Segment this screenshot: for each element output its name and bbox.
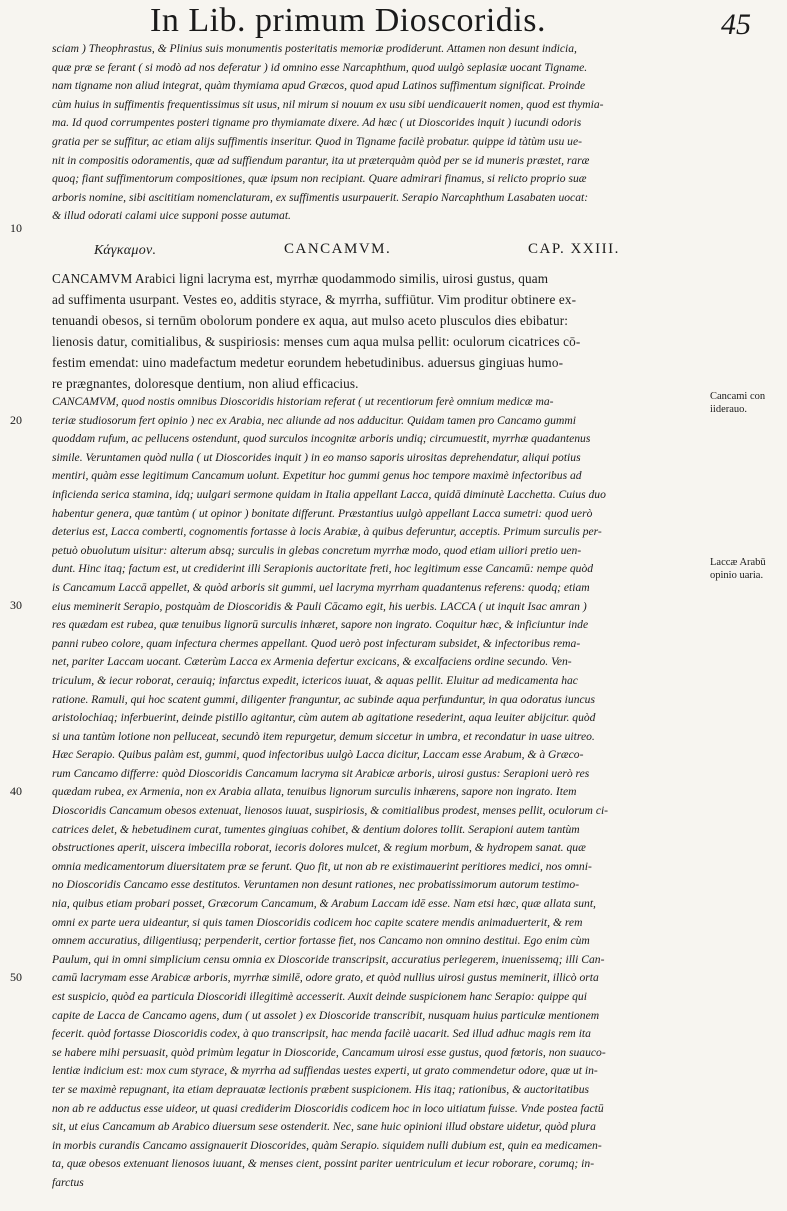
text-line: mentiri, quàm esse legitimum Cancamum uolunt. Expetitur hoc gummi genus hoc tempore maximè infectoribus ad xyxy=(52,469,582,483)
text-line: & illud odorati calami uice supponi posse autumat. xyxy=(52,209,291,223)
text-line: se habere mihi persuasit, quòd primùm legatur in Dioscoride, Cancamum uirosi esse gustus, quod fœtoris, non suauco- xyxy=(52,1045,606,1059)
text-line: net, pariter Laccam uocant. Cæterùm Lacca ex Armenia defertur excicans, & excalfaciens ordine secundo. Ven- xyxy=(52,655,572,669)
margin-note: Cancami con iiderauo. xyxy=(710,391,766,415)
text-line: nam tigname non aliud integrat, quàm thymiama apud Græcos, quod apud Latinos suffimentum significat. Proinde xyxy=(52,79,586,93)
text-line: lienosis datur, comitialibus, & suspiriosis: menses cum aqua mulsa pellit: oculorum cicatrices cō- xyxy=(52,334,581,349)
chapter-heading xyxy=(52,240,704,268)
text-line: is Cancamum Laccā appellet, & quòd arboris sit gummi, uel lacryma myrrham quadantenus referens: quodq; etiam xyxy=(52,580,590,594)
text-line: sciam ) Theophrastus, & Plinius suis monumentis posteritatis memoriæ prodiderunt. Attamen non desunt indicia, xyxy=(52,42,577,55)
text-line: nia, quibus etiam probari posset, Græcorum Cancamum, & Arabum Laccam idē esse. Nam etsi hæc, quæ allata sunt, xyxy=(52,897,596,911)
text-line: capite de Lacca de Cancamo agens, dum ( ut assolet ) ex Dioscoride transcribit, nusquam huius particulæ mentionem xyxy=(52,1008,600,1022)
text-line: cùm huius in suffimentis frequentissimus sit usus, nil mirum si nouum ex usu sibi uendicauerit nomen, quod est thymia- xyxy=(52,97,604,111)
text-line: Hæc Serapio. Quibus palàm est, gummi, quod infectoribus uulgò Lacca dicitur, Laccam esse Arabum, & à Græco- xyxy=(52,748,584,762)
text-line: eius meminerit Serapio, postquàm de Dioscoridis & Pauli Cācamo egit, his uerbis. LACCA ( ut inquit Isac amran ) xyxy=(52,599,587,613)
commentary-block-2 xyxy=(52,393,704,1211)
text-line: simile. Veruntamen quòd nulla ( ut Dioscorides inquit ) in eo manso saporis uirositas deprehendatur, aliqui potius xyxy=(52,450,581,464)
chapter-number: CAP. XXIII. xyxy=(528,241,620,257)
text-line: est suspicio, quòd ea particula Dioscoridi illegitimè accesserit. Auxit deinde suspicionem hanc Serapio: quippe qui xyxy=(52,990,587,1003)
text-line: quædam rubea, ex Armenia, non ex Arabia allata, tenuibus lignorum surculis inhærens, sapore non ingrato. Item xyxy=(52,785,577,799)
commentary-block-1 xyxy=(52,40,704,226)
text-line: farctus xyxy=(52,1175,84,1189)
text-line: res quædam est rubea, quæ tenuibus lignorū surculis inhæret, sapore non ingrato. Coquitur hæc, & inficiuntur inde xyxy=(52,618,589,632)
text-line: quoq; fiant suffimentorum compositiones, quæ ipsum non recipiant. Quare admirari finamus, si relicto proprio suæ xyxy=(52,172,587,186)
text-line: teriæ studiosorum fert opinio ) nec ex Arabia, nec aliunde ad nos adducitur. Quidam tamen pro Cancamo gummi xyxy=(52,413,576,427)
text-line: camū lacrymam esse Arabicæ arboris, myrrhæ similē, odore grato, et quòd nullius uirosi gustus meminerit, illicò orta xyxy=(52,971,599,985)
text-line: no Dioscoridis Cancamo esse destitutos. Veruntamen non desunt rationes, nec probatissimorum autorum testimo- xyxy=(52,878,580,892)
text-line: quoddam rufum, ac pellucens ostendunt, quod surculos incognitæ arboris undiq; circumuestit, myrrhæ quadantenus xyxy=(52,432,591,446)
text-line: in morbis curandis Cancamo assignauerit Dioscorides, quàm Serapio. siquidem nulli dubium est, quin ea medicamen- xyxy=(52,1138,602,1152)
line-number: 10 xyxy=(10,221,22,235)
chapter-title: CANCAMVM. xyxy=(284,241,392,257)
text-line: gratia per se suffitur, ac etiam alijs suffimentis inseritur. Quod in Tigname facilè probatur. quippe id tàtùm usu ue- xyxy=(52,134,582,148)
line-number: 50 xyxy=(10,970,22,984)
text-line: panni rubeo colore, quam infectura chermes appellant. Quod uerò post infecturam subsidet, & infectoribus rema- xyxy=(52,636,581,650)
text-line: si una tantùm lotione non pelluceat, secundò item repurgetur, demum siccetur in umbra, et recondatur in uase uitreo. xyxy=(52,729,595,743)
text-line: lentiæ indicium est: mox cum styrace, & myrrha ad suffiendas uestes experti, ut grato commendetur odore, quæ ut in- xyxy=(52,1064,598,1078)
running-title: In Lib. primum Dioscoridis. xyxy=(150,2,546,39)
text-line: aristolochiaq; inferbuerint, deinde pistillo agitantur, cùm autem ab agitatione resederint, aqua leuiter abijcitur. quòd xyxy=(52,711,596,725)
text-line: Paulum, qui in omni simplicium censu omnia ex Dioscoride transcripsit, accuratius perlegerem, inuenissemq; illi Can- xyxy=(52,952,605,966)
text-line: habentur genera, quæ tantùm ( ut opinor ) bonitate differunt. Præstantius uulgò appellant Lacca sumetri: quod uerò xyxy=(52,506,593,520)
text-line: non ab re adductus esse uideor, ut quasi crediderim Dioscoridis codicem hoc in loco uitiatum fuisse. Vnde postea factū xyxy=(52,1101,604,1115)
text-line: ad suffimenta usurpant. Vestes eo, additis styrace, & myrrha, suffiūtur. Vim proditur obtinere ex- xyxy=(52,292,577,307)
text-line: fecerit. quòd fortasse Dioscoridis codex, à quo transcripsit, hac menda facilè uacarit. Sed illud adhuc magis rem ita xyxy=(52,1027,591,1041)
text-line: Dioscoridis Cancamum obesos extenuat, lienosos iuuat, suspiriosis, & comitialibus prodest, menses pellit, oculorum ci- xyxy=(52,804,609,818)
main-text-block xyxy=(52,268,704,394)
text-line: arboris nomine, sibi ascititiam nomenclaturam, ex suffimentis usurpauerit. Serapio Narcaphthum Lasabaten uocat: xyxy=(52,190,589,204)
text-line: ratione. Ramuli, qui hoc scatent gummi, diligenter franguntur, ac subinde aqua perfunduntur, in qua odoratus iuncus xyxy=(52,692,595,706)
text-line: omni ex parte uera uideantur, si quis tamen Dioscoridis codicem hoc capite scatere mendis animaduerterit, & rem xyxy=(52,915,583,929)
text-line: CANCAMVM, quod nostis omnibus Dioscoridis historiam referat ( ut recentiorum ferè omnium medicæ ma- xyxy=(52,395,554,408)
text-line: deterius est, Lacca comberti, cognomentis fortasse à locis Arabiæ, à quibus deferuntur, acceptis. Primum surculis per- xyxy=(52,525,602,539)
text-line: ta, quæ obesos extenuant lienosos iuuant, & menses cient, possint pariter uentriculum et iecur roborare, corumq; in- xyxy=(52,1157,595,1171)
line-number: 20 xyxy=(10,413,22,427)
text-line: quæ præ se ferant ( si modò ad nos deferatur ) id omnino esse Narcaphthum, quod uulgò seplasiæ uocant Tigname. xyxy=(52,60,588,74)
text-line: ma. Id quod corrumpentes posteri tigname pro thymiamate dixere. Ad hæc ( ut Dioscorides inquit ) iucundi odoris xyxy=(52,116,582,130)
line-number: 40 xyxy=(10,784,22,798)
text-line: triculum, & iecur roborat, cerauiq; infarctus expedit, ictericos iuuat, & aquas pellit. Eluitur ad medicamenta hac xyxy=(52,673,578,687)
page-number: 45 xyxy=(721,8,751,41)
greek-title: Κάγκαμον. xyxy=(94,243,157,258)
text-line: festim emendat: uino madefactum medetur eorundem hebetudinibus. aduersus gingiuas humo- xyxy=(52,355,564,370)
text-line: CANCAMVM Arabici ligni lacryma est, myrrhæ quodammodo similis, uirosi gustus, quam xyxy=(52,271,549,286)
text-line: rum Cancamo differre: quòd Dioscoridis Cancamum lacryma sit Arabicæ arboris, uirosi gustus: Serapioni uerò res xyxy=(52,766,590,780)
text-line: inficienda serica stamina, idq; uulgari sermone quidam in Italia appellant Lacca, quidā diminutè Lacchetta. Cuius duo xyxy=(52,487,606,501)
text-line: sit, ut eius Cancamum ab Arabico diuersum sese ostenderit. Nec, sane huic opinioni illud obstare uidetur, quòd plura xyxy=(52,1120,596,1134)
line-number: 30 xyxy=(10,598,22,612)
text-line: re prægnantes, doloresque dentium, non aliud efficacius. xyxy=(52,376,359,391)
text-line: omnem accuratius, diligentiusq; perpenderit, certior fortasse fiet, nos Cancamo non omnino destitui. Ego enim cùm xyxy=(52,934,590,948)
margin-note: Laccæ Arabū opinio uaria. xyxy=(710,557,766,581)
text-line: nit in compositis odoramentis, quæ ad suffiendum parantur, ita ut præterquàm quòd per se id muneris præstet, raræ xyxy=(52,153,590,167)
text-line xyxy=(52,1193,704,1211)
text-line: dunt. Hinc itaq; factum est, ut crediderint illi Serapionis auctoritate freti, hoc legitimum esse Cancamū: nempe quòd xyxy=(52,562,594,576)
text-line: catrices delet, & hebetudinem curat, tumentes gingiuas cohibet, & dentium dolores tollit. Serapioni autem tantùm xyxy=(52,822,580,836)
text-line: obstructiones aperit, uiscera imbecilla roborat, iecoris dolores mulcet, & regium morbum, & hydropem sanat. quæ xyxy=(52,841,586,855)
text-line: petuò obuolutum uisitur: alterum absq; surculis in glebas concretum myrrhæ modo, quod etiam uiliori pretio uen- xyxy=(52,543,582,557)
text-line: ter se maximè repugnant, ita etiam deprauatæ lectionis præbent suspicionem. His itaq; rationibus, & auctoritatibus xyxy=(52,1082,590,1096)
text-line: tenuandi obesos, si ternūm obolorum pondere ex aqua, aut mulso aceto plusculos dies ebibatur: xyxy=(52,313,569,328)
text-line: omnia medicamentorum diuersitatem præ se ferunt. Quo fit, ut non ab re existimauerint peritiores medici, nos omni- xyxy=(52,859,592,873)
